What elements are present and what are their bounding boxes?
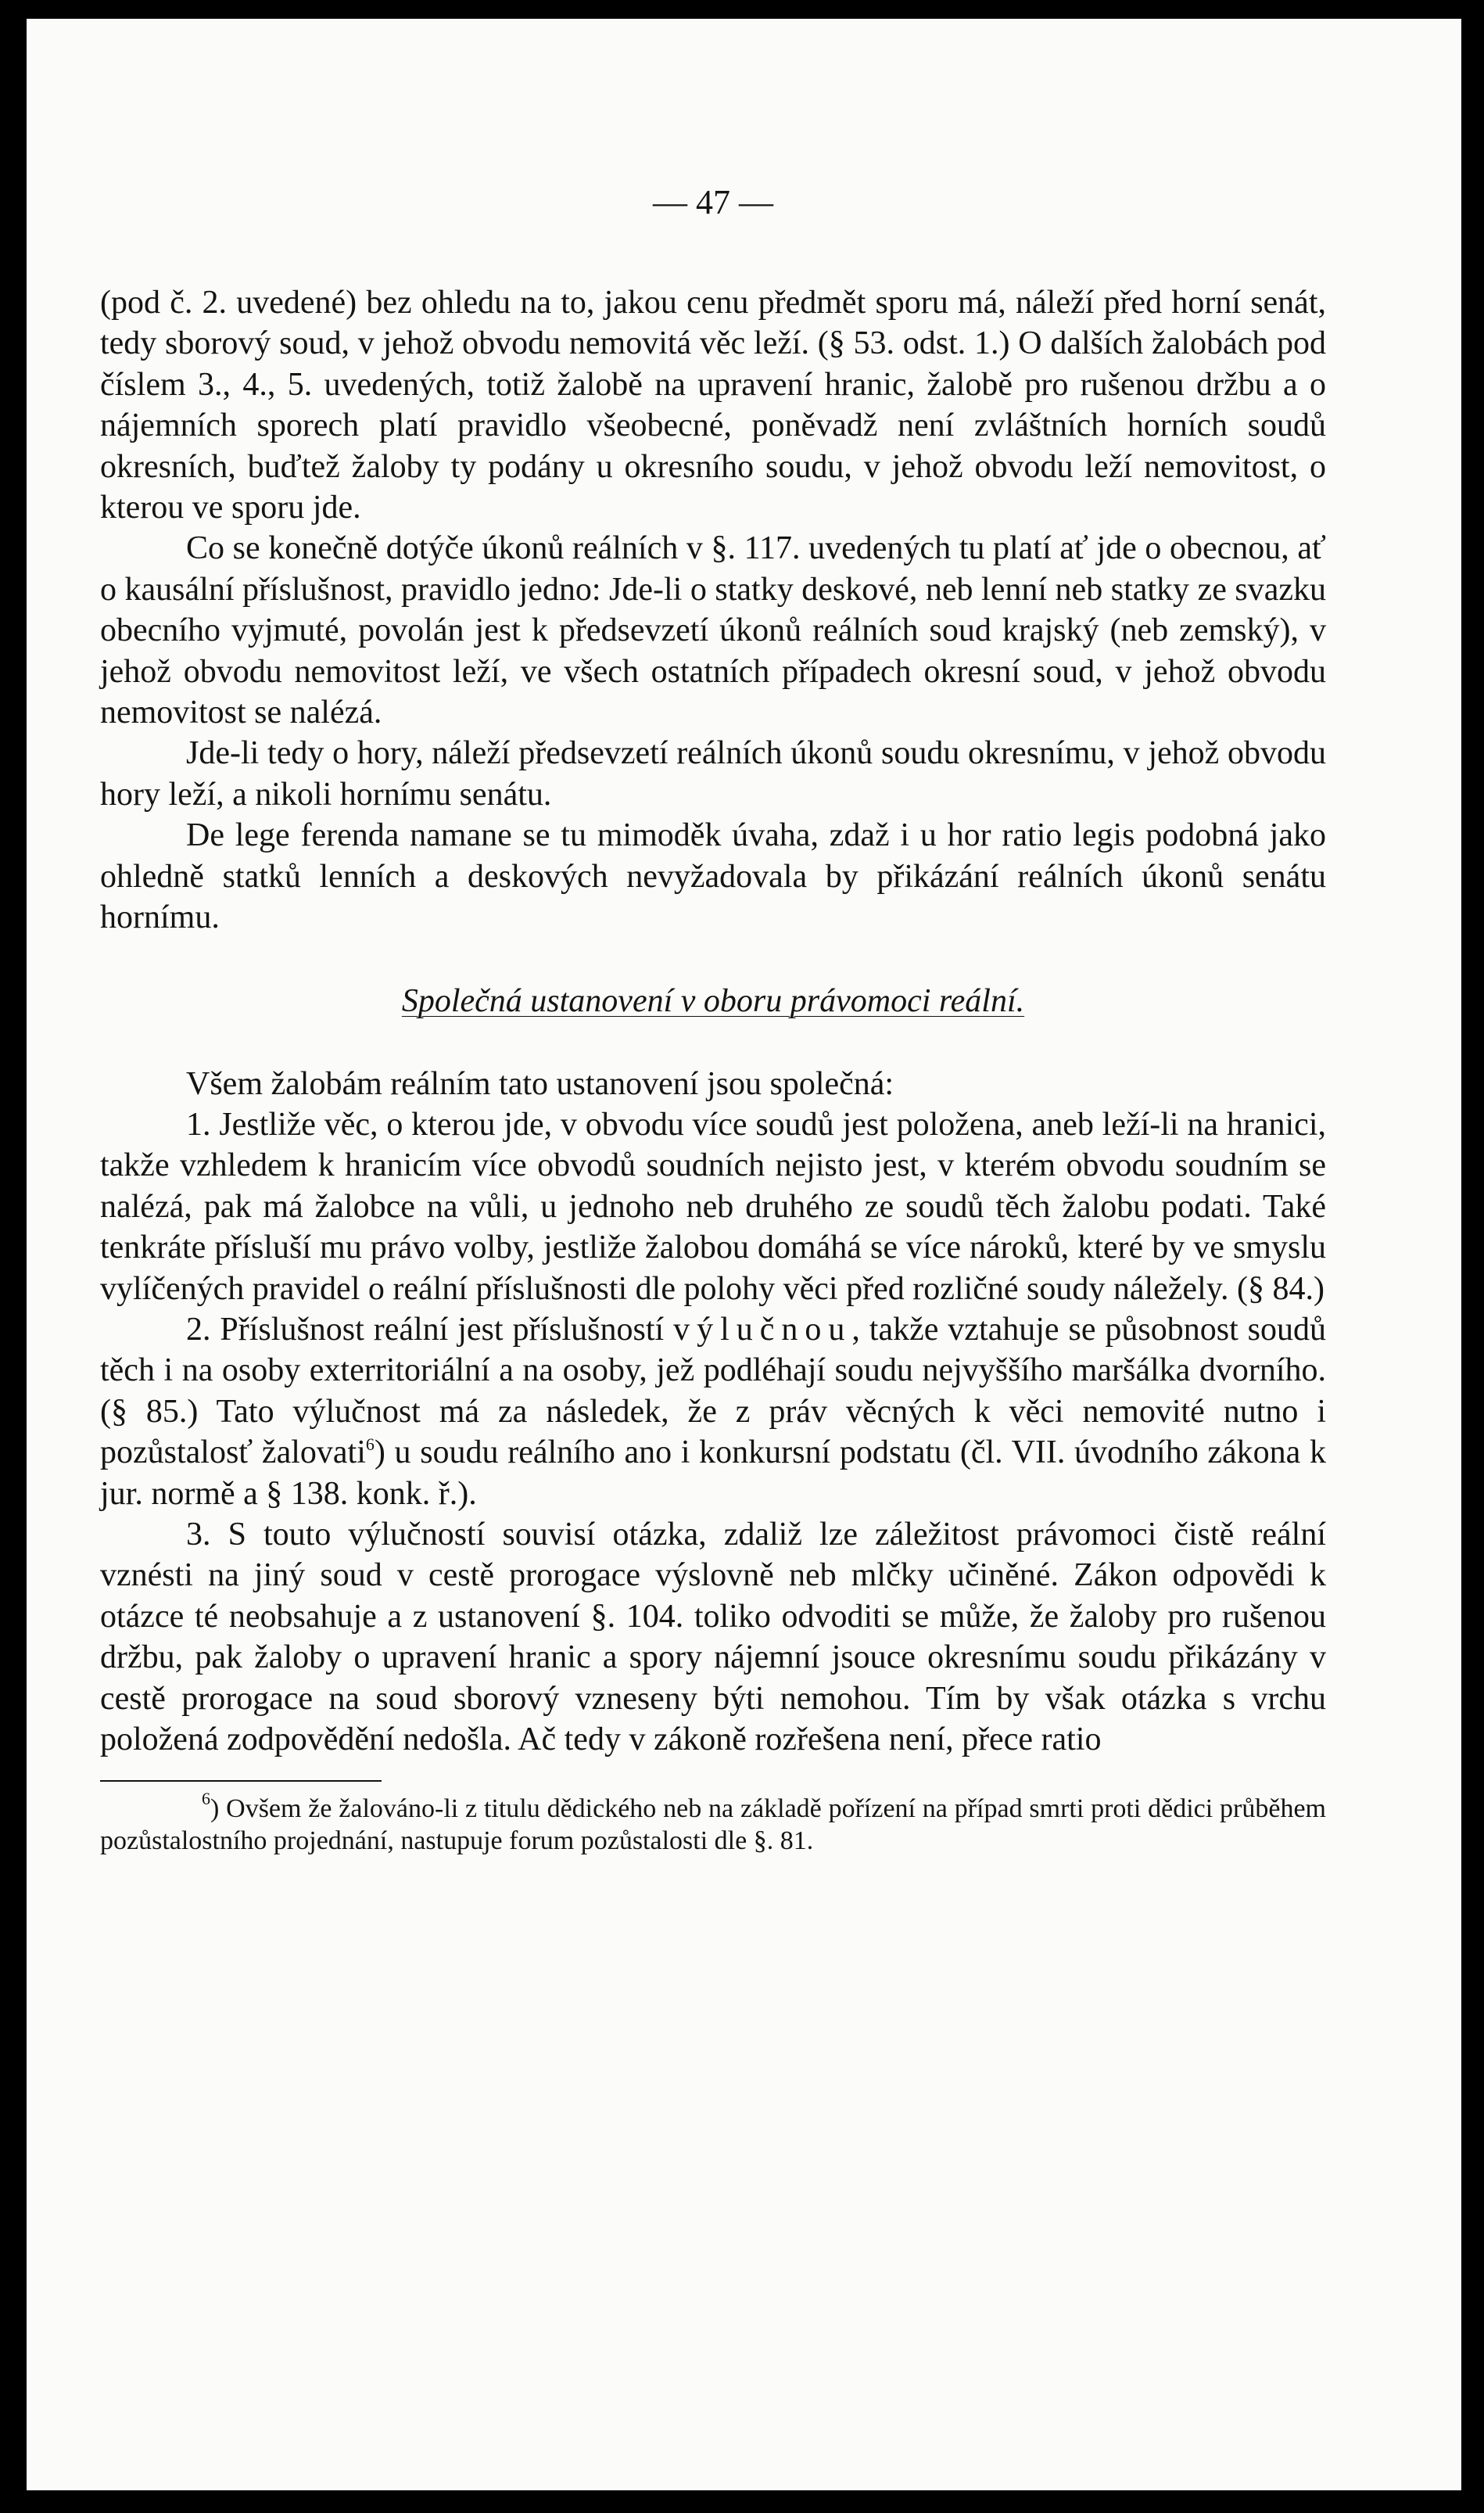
page-number: — 47 — (653, 183, 773, 221)
paragraph-1: (pod č. 2. uvedené) bez ohledu na to, jakou cenu předmět sporu má, náleží před horní senát, tedy sborový soud, v jehož obvodu nemovitá věc leží. (§ 53. odst. 1.) O dalších žalobách pod číslem 3., 4., 5. uvedených, totiž žalobě na upravení hranic, žalobě pro rušenou držbu a o nájemních sporech platí pravidlo všeobecné, poněvadž není zvláštních horních soudů okresních, buďtež žaloby ty podány u okresního soudu, v jehož obvodu leží nemovitost, o kterou ve sporu jde. (100, 285, 1326, 526)
list-item-3: 3. S touto výlučností souvisí otázka, zdaliž lze záležitost právomoci čistě reální vznésti na jiný soud v cestě prorogace výslovně neb mlčky učiněné. Zákon odpovědi k otázce té neobsahuje a z ustanovení §. 104. toliko odvoditi se může, že žaloby pro rušenou držbu, pak žaloby o upravení hranic a spory nájemní jsouce okresnímu soudu přikázány v cestě prorogace na soud sborový vzneseny býti nemohou. Tím by však otázka s vrchu položená zodpovědění nedošla. Ač tedy v zákoně rozřešena není, přece ratio (100, 1516, 1326, 1757)
list-item-2 (100, 1309, 1326, 1514)
footnote-divider (100, 1780, 382, 1782)
paragraph-4: De lege ferenda namane se tu mimoděk úvaha, zdaž i u hor ratio legis podobná jako ohledně statků lenních a deskových nevyžadovala by přikázání reálních úkonů senátu hornímu. (100, 817, 1326, 936)
footnote-reference: 6 (365, 1434, 375, 1455)
footnote-text: ) Ovšem že žalováno-li z titulu dědického neb na základě pořízení na případ smrti proti dědici průběhem pozůstalostního projednání, nastupuje forum pozůstalosti dle §. 81. (100, 1794, 1326, 1856)
text-column (100, 179, 1326, 1857)
footnote (100, 1789, 1326, 1857)
intro-paragraph: Všem žalobám reálním tato ustanovení jsou společná: (186, 1065, 894, 1102)
item-2-spaced-word: výlučnou (673, 1311, 852, 1348)
paragraph-2: Co se konečně dotýče úkonů reálních v §. 117. uvedených tu platí ať jde o obecnou, ať o kausální příslušnost, pravidlo jedno: Jde-li o statky deskové, neb lenní neb statky ze svazku obecního vyjmuté, povolán jest k předsevzetí úkonů reálních soud krajský (neb zemský), v jehož obvodu nemovitost leží, ve všech ostatních případech okresní soud, v jehož obvodu nemovitost se nalézá. (100, 530, 1326, 731)
list-item-1: 1. Jestliže věc, o kterou jde, v obvodu více soudů jest položena, aneb leží-li na hranici, takže vzhledem k hranicím více obvodů soudních nejisto jest, v kterém obvodu soudním se nalézá, pak má žalobce na vůli, u jednoho neb druhého ze soudů těch žalobu podati. Také tenkráte přísluší mu právo volby, jestliže žalobou domáhá se více nároků, které by ve smyslu vylíčených pravidel o reální příslušnosti dle polohy věci před rozličné soudy náležely. (§ 84.) (100, 1106, 1326, 1307)
footnote-mark: 6 (202, 1789, 210, 1809)
item-2-text-end: ) u soudu reálního ano i konkursní podstatu (čl. VII. úvodního zákona k jur. normě a § 138. konk. ř.). (100, 1434, 1327, 1512)
item-2-text-start: 2. Příslušnost reální jest příslušností (186, 1311, 674, 1348)
book-page (27, 19, 1461, 2490)
section-heading: Společná ustanovení v oboru právomoci reální. (401, 982, 1025, 1019)
paragraph-3: Jde-li tedy o hory, náleží předsevzetí reálních úkonů soudu okresnímu, v jehož obvodu hory leží, a nikoli hornímu senátu. (100, 735, 1326, 813)
item-2-text-middle: , takže vztahuje se působnost soudů těch i na osoby exterritoriální a na osoby, jež podléhají soudu nejvyššího maršálka dvorního. (§ 85.) Tato výlučnost má za následek, že z práv věcných k věci nemovité nutno i pozůstalosť žalovati (100, 1311, 1326, 1471)
